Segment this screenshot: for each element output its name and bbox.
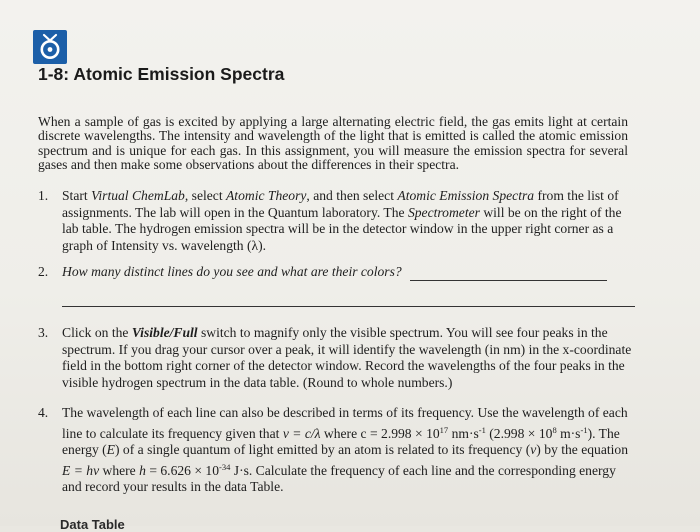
- item-text: Click on the Visible/Full switch to magnify only the visible spectrum. You will see four peaks in the spectrum. If you drag your cursor over a peak, it will identify the wavelength (in nm) in the x-coordinate field in the bottom right corner of the detector window. Record the wavelengths of the four peaks in the visible hydrogen spectrum in the data table. (Round to whole numbers.): [62, 325, 632, 390]
- item-text: [62, 264, 636, 281]
- item-text: Start Virtual ChemLab, select Atomic Theory, and then select Atomic Emission Spectra from the list of assignments. The lab will open in the Quantum laboratory. The Spectrometer will be on the right of the lab table. The hydrogen emission spectra will be in the detector window in the upper right corner as a graph of Intensity vs. wavelength (λ).: [62, 188, 622, 253]
- data-table-heading: Data Table: [60, 517, 125, 532]
- list-item: [38, 188, 636, 254]
- item-number: 1.: [38, 188, 49, 203]
- item-number: 3.: [38, 325, 49, 340]
- list-item: [38, 264, 636, 281]
- item-number: 4.: [38, 405, 49, 420]
- question-text: How many distinct lines do you see and what are their colors?: [62, 264, 402, 279]
- answer-line-2: [62, 306, 635, 307]
- intro-paragraph: When a sample of gas is excited by applying a large alternating electric field, the gas emits light at certain discrete wavelengths. The intensity and wavelength of the light that is emitted is called the atomic emission spectrum and is unique for each gas. In this assignment, you will measure the emission spectra for several gases and then make some observations about the differences in their spectra.: [38, 113, 628, 173]
- item-number: 2.: [38, 264, 49, 279]
- atom-logo-icon: [33, 30, 67, 64]
- list-item: [38, 405, 636, 496]
- item-text: The wavelength of each line can also be described in terms of its frequency. Use the wavelength of each line to calculate its frequency given that ν = c/λ where $c = 2.998 \times 10^{17}$ $nm\cdot s^{-1}$ ($2.998 \times 10^8$ $m\cdot s^{-1}$). The energy (E) of a single quantum of light emitted by an atom is related to its frequency (ν) by the equation E = hν where $h = 6.626 \times 10^{-34}$ J·s. Calculate the frequency of each line and the corresponding energy and record your results in the data Table.: [62, 405, 629, 495]
- page-title: 1-8: Atomic Emission Spectra: [38, 64, 285, 84]
- list-item: [38, 325, 636, 391]
- answer-line: [410, 268, 607, 281]
